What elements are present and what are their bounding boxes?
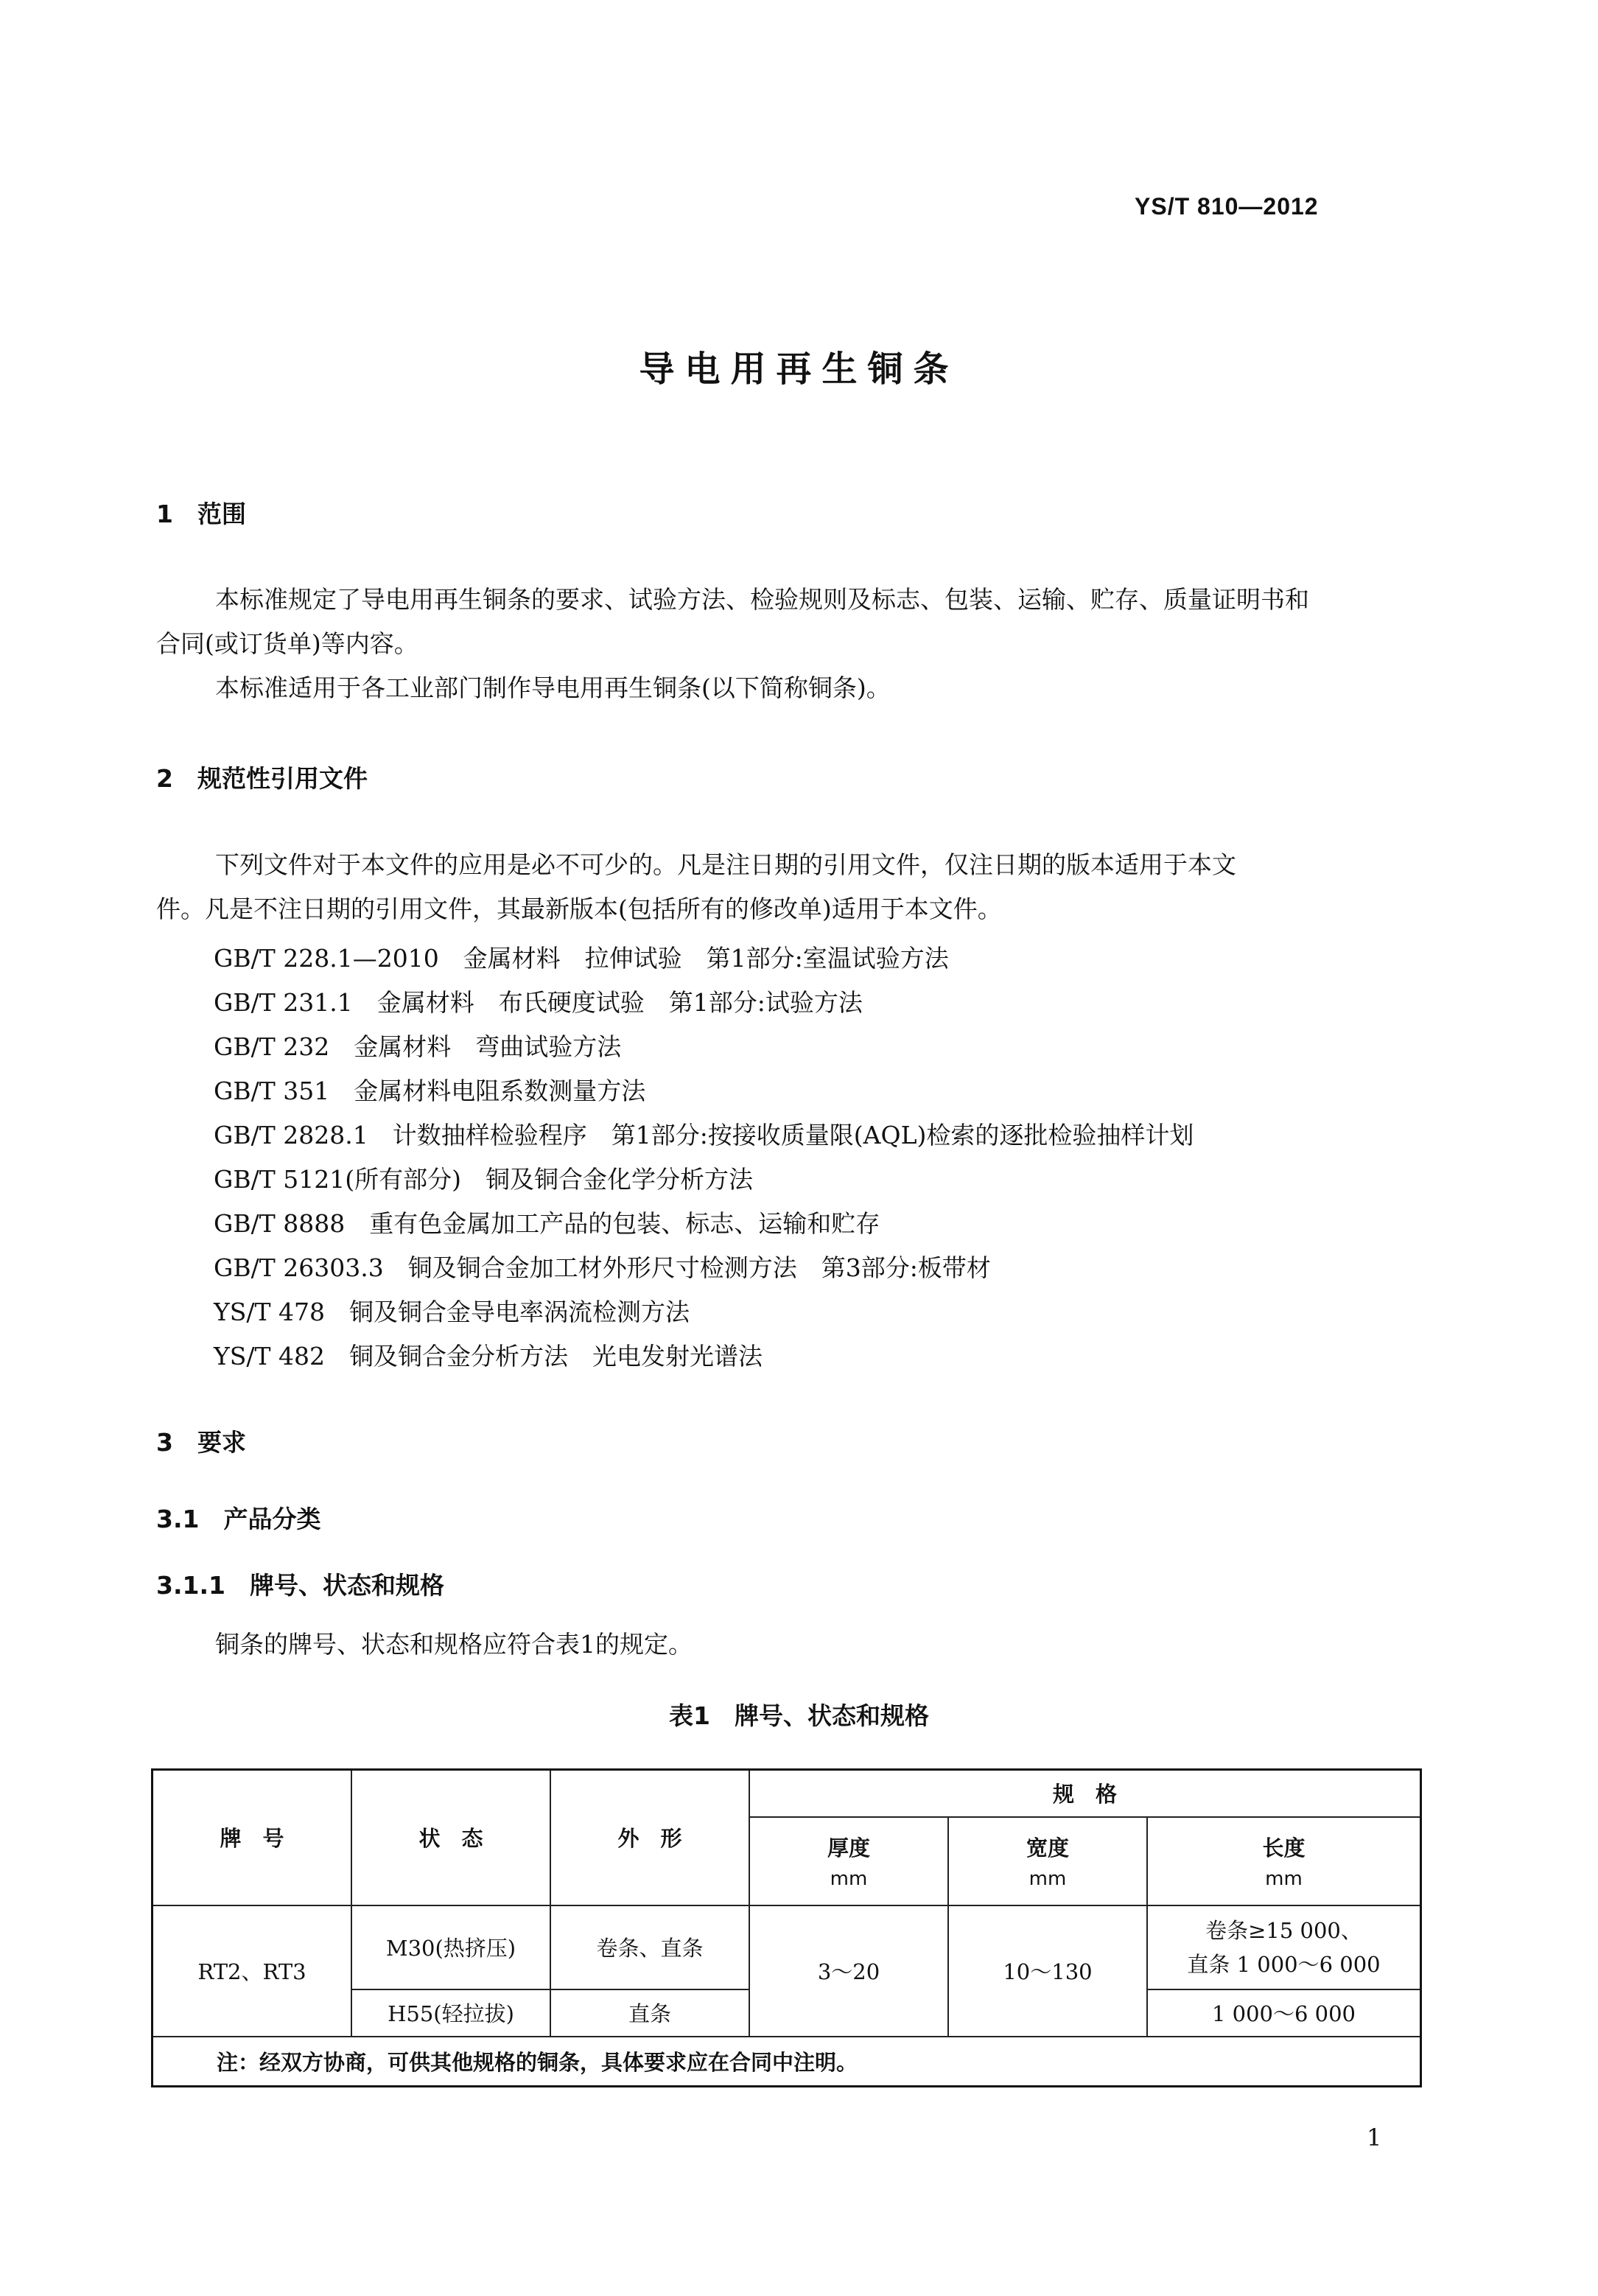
section-1-paragraph-1	[156, 578, 1438, 710]
header-shape: 外 形	[550, 1770, 749, 1905]
reference-item: GB/T 228.1—2010 金属材料 拉伸试验 第1部分:室温试验方法	[214, 944, 949, 973]
length-label: 长度	[1262, 1835, 1306, 1861]
document-title: 导电用再生铜条	[639, 349, 959, 390]
reference-item: GB/T 26303.3 铜及铜合金加工材外形尺寸检测方法 第3部分:板带材	[214, 1253, 991, 1282]
thickness-label: 厚度	[827, 1835, 870, 1861]
length-unit: mm	[1265, 1868, 1303, 1890]
section-1-p1-line2: 合同(或订货单)等内容。	[156, 629, 418, 658]
cell-temper-2: H55(轻拉拔)	[351, 1989, 550, 2037]
header-thickness	[749, 1817, 948, 1905]
cell-length-2: 1 000～6 000	[1147, 1989, 1421, 2037]
reference-item: YS/T 478 铜及铜合金导电率涡流检测方法	[214, 1298, 690, 1326]
section-1-paragraph-2: 本标准适用于各工业部门制作导电用再生铜条(以下简称铜条)。	[215, 673, 891, 702]
page-number: 1	[1367, 2124, 1382, 2152]
cell-shape-2: 直条	[550, 1989, 749, 2037]
width-unit: mm	[1028, 1868, 1067, 1890]
thickness-unit: mm	[830, 1868, 868, 1890]
reference-item: GB/T 232 金属材料 弯曲试验方法	[214, 1032, 622, 1061]
header-grade: 牌 号	[153, 1770, 352, 1905]
reference-item: GB/T 8888 重有色金属加工产品的包装、标志、运输和贮存	[214, 1209, 880, 1238]
section-3-1-1-heading: 3.1.1 牌号、状态和规格	[156, 1571, 444, 1600]
cell-shape-1: 卷条、直条	[550, 1905, 749, 1989]
cell-thickness: 3～20	[749, 1905, 948, 2037]
section-1-p1-line1: 本标准规定了导电用再生铜条的要求、试验方法、检验规则及标志、包装、运输、贮存、质量证明书和	[215, 585, 1309, 614]
section-1-heading: 1 范围	[156, 500, 246, 528]
width-label: 宽度	[1026, 1835, 1069, 1861]
cell-length-1	[1147, 1905, 1421, 1989]
reference-item: GB/T 231.1 金属材料 布氏硬度试验 第1部分:试验方法	[214, 988, 863, 1017]
reference-item: YS/T 482 铜及铜合金分析方法 光电发射光谱法	[214, 1342, 763, 1371]
cell-length-1-line1: 卷条≥15 000、	[1205, 1917, 1362, 1943]
section-2-p1-line1: 下列文件对于本文件的应用是必不可少的。凡是注日期的引用文件，仅注日期的版本适用于本文	[215, 850, 1236, 879]
cell-length-1-line2: 直条 1 000～6 000	[1187, 1951, 1381, 1977]
section-3-heading: 3 要求	[156, 1428, 246, 1457]
section-2-paragraph	[156, 843, 1438, 931]
cell-temper-1: M30(热挤压)	[351, 1905, 550, 1989]
spec-table	[151, 1768, 1422, 2087]
standard-code: YS/T 810—2012	[1135, 193, 1319, 220]
reference-item: GB/T 2828.1 计数抽样检验程序 第1部分:按接收质量限(AQL)检索的逐批检验抽样计划	[214, 1121, 1194, 1149]
section-3-1-heading: 3.1 产品分类	[156, 1505, 321, 1533]
cell-grade: RT2、RT3	[153, 1905, 352, 2037]
cell-width: 10～130	[948, 1905, 1147, 2037]
reference-item: GB/T 5121(所有部分) 铜及铜合金化学分析方法	[214, 1165, 753, 1194]
header-spec: 规 格	[749, 1770, 1421, 1817]
reference-item: GB/T 351 金属材料电阻系数测量方法	[214, 1077, 646, 1105]
table-note: 注：经双方协商，可供其他规格的铜条，具体要求应在合同中注明。	[153, 2037, 1421, 2087]
header-length	[1147, 1817, 1421, 1905]
header-temper: 状 态	[351, 1770, 550, 1905]
section-3-1-1-paragraph: 铜条的牌号、状态和规格应符合表1的规定。	[215, 1630, 693, 1659]
section-2-heading: 2 规范性引用文件	[156, 764, 368, 793]
table-caption: 表1 牌号、状态和规格	[669, 1701, 929, 1730]
section-2-p1-line2: 件。凡是不注日期的引用文件，其最新版本(包括所有的修改单)适用于本文件。	[156, 895, 1002, 923]
header-width	[948, 1817, 1147, 1905]
